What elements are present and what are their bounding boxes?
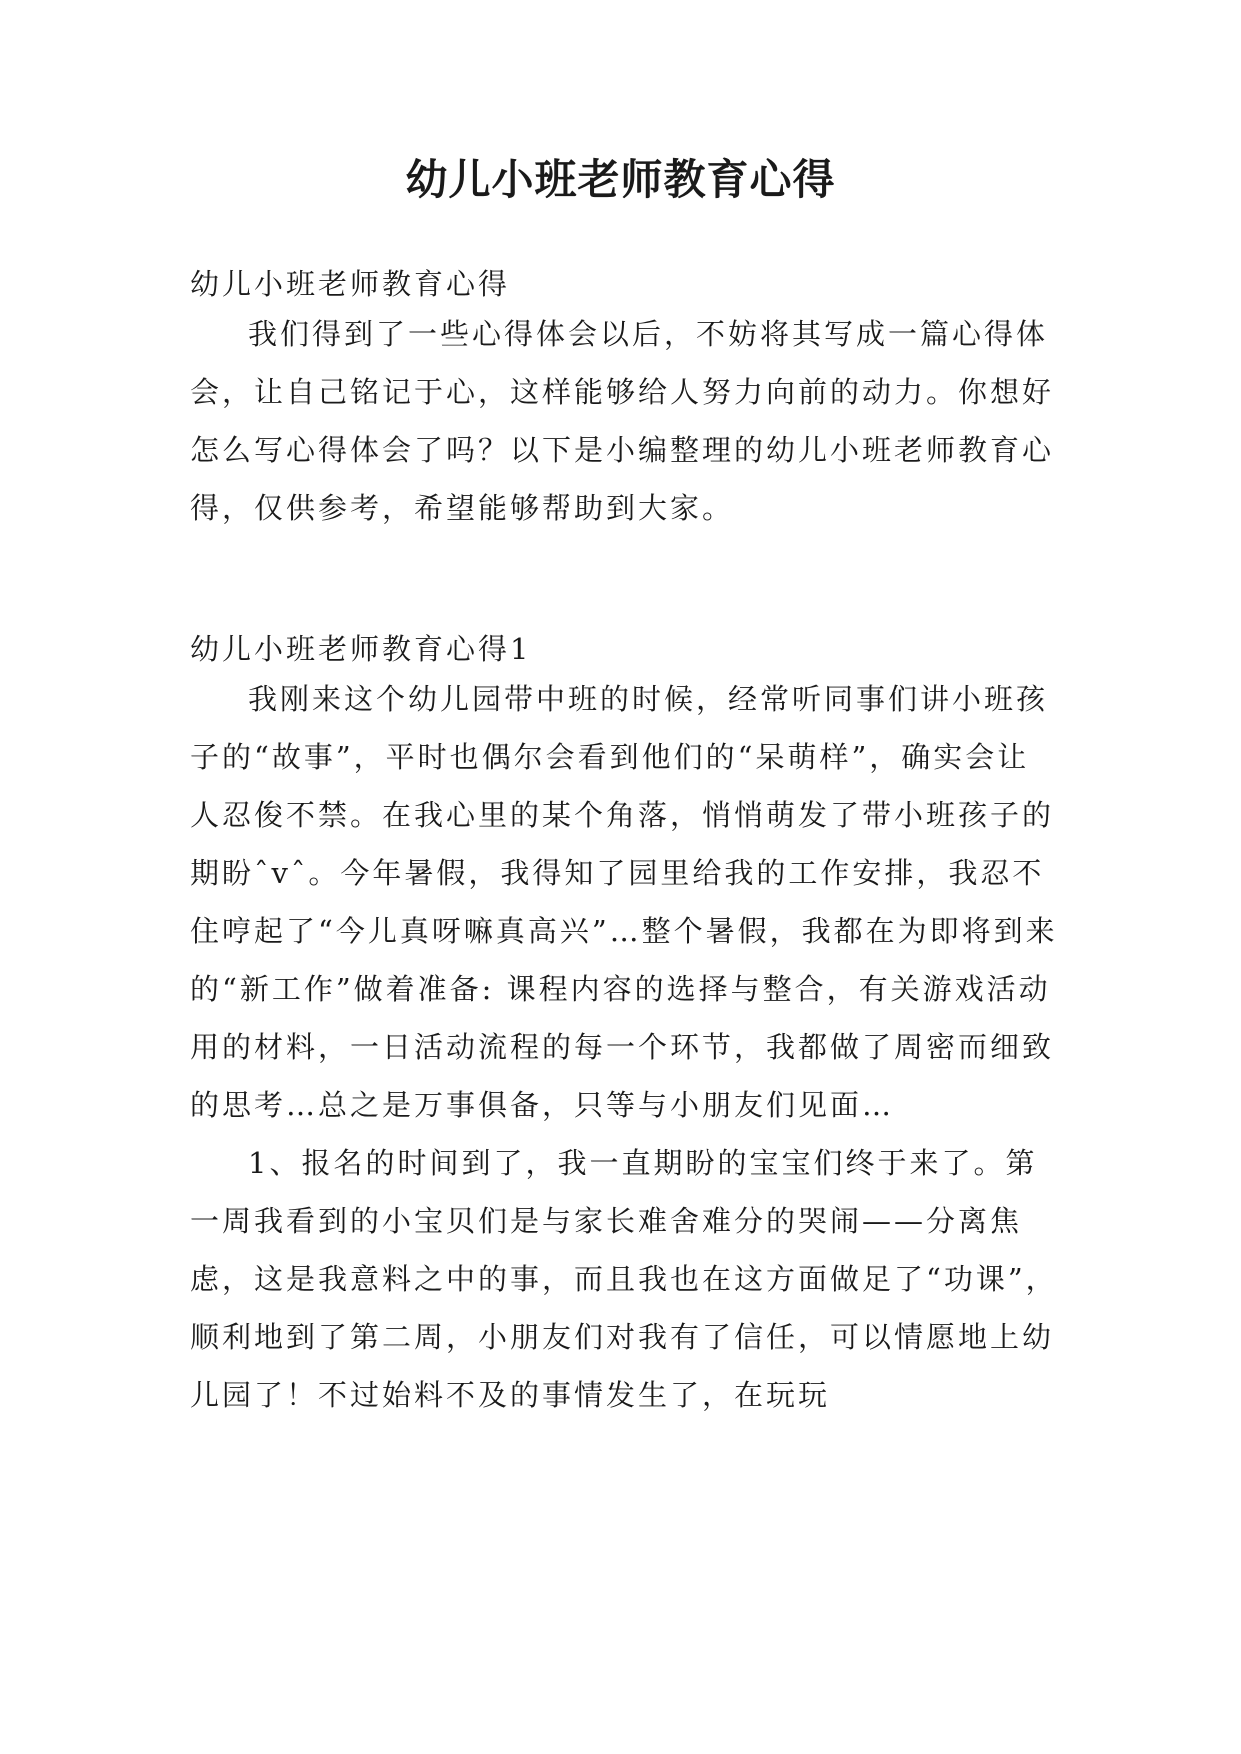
document-title: 幼儿小班老师教育心得	[405, 155, 836, 204]
section-paragraph-1: 我刚来这个幼儿园带中班的时候，经常听同事们讲小班孩子的“故事”，平时也偶尔会看到他们的“呆萌样”，确实会让人忍俊不禁。在我心里的某个角落，悄悄萌发了带小班孩子的期盼ˆvˆ。今年暑假，我得知了园里给我的工作安排，我忍不住哼起了“今儿真呀嘛真高兴”…整个暑假，我都在为即将到来的“新工作”做着准备: 课程内容的选择与整合，有关游戏活动用的材料，一日活动流程的每一个环节，我都做了周密而细致的思考…总之是万事俱备，只等与小朋友们见面…	[190, 682, 1058, 1122]
section-body	[190, 670, 1058, 1424]
section-paragraph-2: 1、报名的时间到了，我一直期盼的宝宝们终于来了。第一周我看到的小宝贝们是与家长难舍难分的哭闹——分离焦虑，这是我意料之中的事，而且我也在这方面做足了“功课”，顺利地到了第二周，小朋友们对我有了信任，可以情愿地上幼儿园了！不过始料不及的事情发生了，在玩玩	[190, 1146, 1058, 1412]
document-subtitle: 幼儿小班老师教育心得	[190, 267, 511, 301]
intro-paragraph: 我们得到了一些心得体会以后，不妨将其写成一篇心得体会，让自己铭记于心，这样能够给人努力向前的动力。你想好怎么写心得体会了吗？以下是小编整理的幼儿小班老师教育心得，仅供参考，希望能够帮助到大家。	[190, 317, 1055, 525]
intro-block	[190, 305, 1058, 537]
section-heading: 幼儿小班老师教育心得1	[190, 632, 532, 666]
